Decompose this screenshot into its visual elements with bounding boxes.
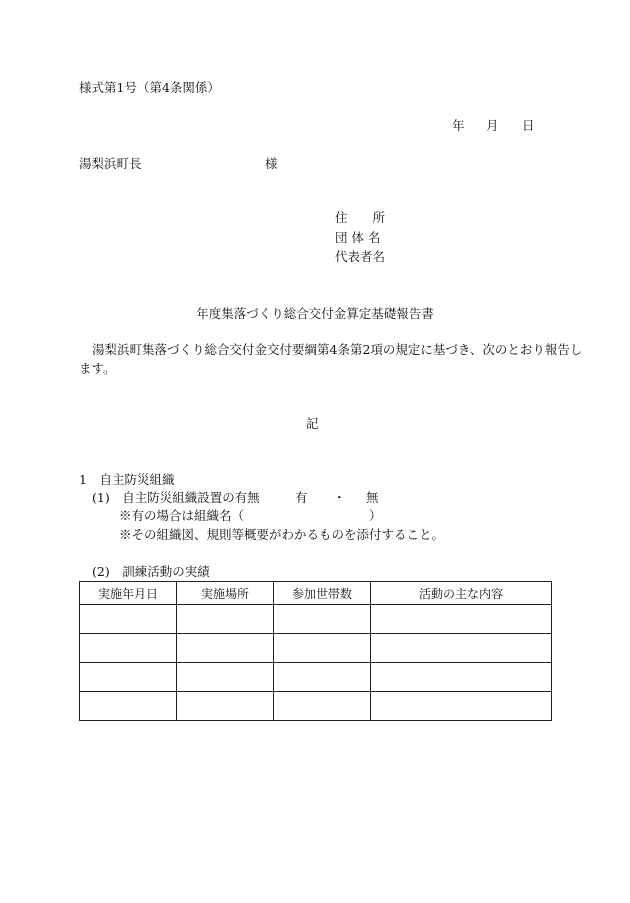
table-cell[interactable]	[371, 663, 552, 692]
item1-label: (1) 自主防災組織設置の有無	[92, 490, 260, 505]
option-separator: ・	[333, 490, 346, 505]
table-cell[interactable]	[80, 605, 177, 634]
header-content: 活動の主な内容	[371, 582, 552, 605]
header-households: 参加世帯数	[274, 582, 371, 605]
addressee-honorific: 様	[265, 156, 278, 171]
table-cell[interactable]	[177, 605, 274, 634]
option-yes: 有	[295, 490, 308, 505]
table-cell[interactable]	[177, 692, 274, 721]
table-row	[80, 605, 552, 634]
body-line-1: 湯梨浜町集落づくり総合交付金交付要綱第4条第2項の規定に基づき、次のとおり報告し	[92, 342, 583, 357]
table-cell[interactable]	[177, 663, 274, 692]
date-day-label: 日	[522, 118, 535, 133]
table-cell[interactable]	[80, 692, 177, 721]
applicant-org-label: 団 体 名	[335, 230, 381, 245]
applicant-address-label: 住 所	[335, 210, 386, 225]
table-cell[interactable]	[80, 663, 177, 692]
table-cell[interactable]	[274, 634, 371, 663]
applicant-rep-label: 代表者名	[335, 249, 386, 264]
body-line-2: ます。	[79, 361, 116, 376]
training-record-table	[79, 581, 552, 721]
table-row	[80, 663, 552, 692]
date-month-label: 月	[486, 118, 499, 133]
item2-label: (2) 訓練活動の実績	[92, 564, 210, 579]
table-cell[interactable]	[371, 692, 552, 721]
note-attachment: ※その組織図、規則等概要がわかるものを添付すること。	[119, 527, 445, 542]
table-row	[80, 634, 552, 663]
addressee-name: 湯梨浜町長	[79, 156, 142, 171]
section1-heading: 1 自主防災組織	[79, 472, 175, 487]
table-cell[interactable]	[274, 663, 371, 692]
table-cell[interactable]	[274, 605, 371, 634]
table-header-row	[80, 582, 552, 605]
table-cell[interactable]	[80, 634, 177, 663]
table-row	[80, 692, 552, 721]
table-cell[interactable]	[177, 634, 274, 663]
table-cell[interactable]	[371, 634, 552, 663]
date-year-label: 年	[452, 118, 465, 133]
document-title: 年度集落づくり総合交付金算定基礎報告書	[196, 306, 434, 321]
table-cell[interactable]	[274, 692, 371, 721]
header-date: 実施年月日	[80, 582, 177, 605]
option-no: 無	[366, 490, 379, 505]
ki-heading: 記	[306, 416, 319, 431]
note-org-name-open: ※有の場合は組織名（	[119, 508, 245, 523]
note-org-name-close: ）	[369, 508, 382, 523]
form-number: 様式第1号（第4条関係）	[79, 80, 220, 95]
header-place: 実施場所	[177, 582, 274, 605]
table-cell[interactable]	[371, 605, 552, 634]
